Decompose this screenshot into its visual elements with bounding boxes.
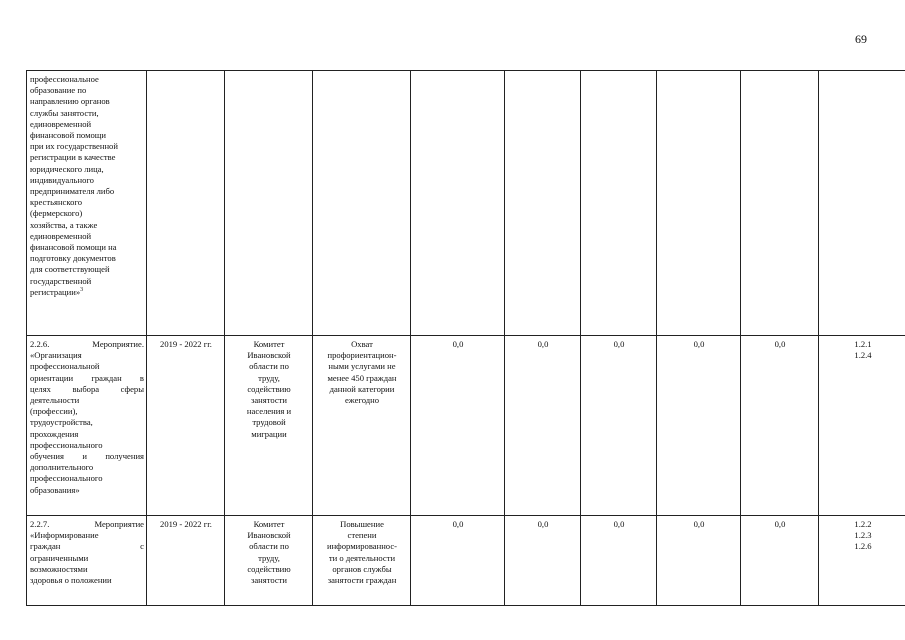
measure-name-line: крестьянского bbox=[30, 197, 82, 208]
funding-value-cell bbox=[657, 71, 741, 336]
measure-name-line: предпринимателя либо bbox=[30, 186, 115, 197]
funding-value-cell bbox=[741, 71, 819, 336]
funding-value-cell bbox=[581, 71, 657, 336]
footnote-marker: 3 bbox=[80, 287, 84, 293]
executor-line: миграции bbox=[251, 428, 287, 439]
measure-name-line: профессионального bbox=[30, 473, 103, 484]
measure-name-line: единовременной bbox=[30, 230, 92, 241]
measure-name-line: трудоустройства, bbox=[30, 417, 93, 428]
measure-name-line: хозяйства, а также bbox=[30, 219, 98, 230]
indicator-codes-cell bbox=[819, 336, 905, 516]
measure-name-line: возможностями bbox=[30, 563, 88, 574]
measure-name-line: для соответствующей bbox=[30, 264, 110, 275]
measure-name-line: регистрации» bbox=[30, 286, 81, 297]
funding-value-cell: 0,0 bbox=[505, 336, 581, 516]
executor-line: трудовой bbox=[252, 417, 286, 428]
funding-value-cell: 0,0 bbox=[741, 516, 819, 606]
executor-line: населения и bbox=[246, 406, 292, 417]
indicator-codes-cell bbox=[819, 71, 905, 336]
funding-value-cell: 0,0 bbox=[581, 336, 657, 516]
executor-line: Ивановской bbox=[247, 530, 291, 541]
executor-cell bbox=[225, 336, 313, 516]
measure-name-line: финансовой помощи на bbox=[30, 242, 117, 253]
executor-cell bbox=[225, 71, 313, 336]
executor-line: труду, bbox=[258, 552, 280, 563]
expected-result-cell bbox=[313, 516, 411, 606]
measure-name-line: здоровья о положении bbox=[30, 575, 112, 586]
indicator-code: 1.2.6 bbox=[854, 541, 872, 552]
measure-name-line: прохождения bbox=[30, 428, 79, 439]
measure-name-line: единовременной bbox=[30, 118, 92, 129]
measure-name-line: ограниченными bbox=[30, 552, 89, 563]
expected-result-line: данной категории bbox=[329, 383, 395, 394]
measure-name-line: деятельности bbox=[30, 395, 80, 406]
measure-name-cell bbox=[27, 516, 147, 606]
measure-name-line: 2.2.6. Мероприятие. bbox=[30, 339, 144, 349]
table-row bbox=[27, 71, 905, 336]
executor-line: труду, bbox=[258, 372, 280, 383]
expected-result-line: органов службы bbox=[332, 563, 392, 574]
measure-name-cell bbox=[27, 336, 147, 516]
indicator-codes-cell bbox=[819, 516, 905, 606]
measures-table bbox=[26, 70, 905, 606]
executor-line: занятости bbox=[250, 575, 288, 586]
expected-result-line: занятости граждан bbox=[327, 575, 397, 586]
measure-name-line: индивидуального bbox=[30, 174, 94, 185]
executor-line: Ивановской bbox=[247, 350, 291, 361]
expected-result-line: Повышение bbox=[340, 519, 384, 529]
measure-name-line: подготовку документов bbox=[30, 253, 116, 264]
table-body bbox=[27, 71, 905, 606]
period-cell bbox=[147, 71, 225, 336]
expected-result-line: ти о деятельности bbox=[328, 552, 396, 563]
measure-name-line: обучения и получения bbox=[30, 451, 144, 462]
indicator-code: 1.2.3 bbox=[854, 530, 872, 541]
expected-result-line: информированнос- bbox=[326, 541, 397, 552]
measure-name-line: направлению органов bbox=[30, 96, 110, 107]
indicator-code: 1.2.4 bbox=[854, 350, 872, 361]
funding-value-cell: 0,0 bbox=[657, 336, 741, 516]
measure-name-line: профессионального bbox=[30, 439, 103, 450]
indicator-code: 1.2.2 bbox=[854, 519, 872, 529]
measure-name-line: целях выбора сферы bbox=[30, 383, 144, 394]
executor-line: области по bbox=[249, 541, 289, 552]
indicator-code: 1.2.1 bbox=[854, 339, 872, 349]
expected-result-line: менее 450 граждан bbox=[327, 372, 397, 383]
measure-name-line: 2.2.7. Мероприятие bbox=[30, 519, 144, 529]
measure-name-line: регистрации в качестве bbox=[30, 152, 116, 163]
funding-value-cell: 0,0 bbox=[505, 516, 581, 606]
executor-line: Комитет bbox=[253, 519, 285, 529]
table-row bbox=[27, 336, 905, 516]
measure-name-line: граждан с bbox=[30, 541, 144, 552]
funding-value-cell bbox=[505, 71, 581, 336]
measure-name-line: при их государственной bbox=[30, 141, 118, 152]
measure-name-line: образования» bbox=[30, 484, 80, 495]
measure-name-line: ориентации граждан в bbox=[30, 372, 144, 383]
measure-name-line: юридического лица, bbox=[30, 163, 104, 174]
expected-result-line: профориентацион- bbox=[327, 350, 397, 361]
measure-name-line: «Организация bbox=[30, 350, 82, 361]
measure-name-line: профессиональной bbox=[30, 361, 100, 372]
funding-value-cell bbox=[411, 71, 505, 336]
period-cell: 2019 - 2022 гг. bbox=[147, 336, 225, 516]
executor-line: содействию bbox=[247, 383, 291, 394]
funding-value-cell: 0,0 bbox=[741, 336, 819, 516]
executor-line: Комитет bbox=[253, 339, 285, 349]
expected-result-line: степени bbox=[347, 530, 377, 541]
expected-result-cell bbox=[313, 71, 411, 336]
measure-name-line: государственной bbox=[30, 275, 92, 286]
funding-value-cell: 0,0 bbox=[581, 516, 657, 606]
table-row bbox=[27, 516, 905, 606]
measure-name-line: (фермерского) bbox=[30, 208, 83, 219]
executor-line: содействию bbox=[247, 563, 291, 574]
page-number: 69 bbox=[855, 32, 867, 46]
funding-value-cell: 0,0 bbox=[411, 336, 505, 516]
expected-result-cell bbox=[313, 336, 411, 516]
expected-result-line: Охват bbox=[351, 339, 373, 349]
expected-result-line: ными услугами не bbox=[328, 361, 396, 372]
executor-line: занятости bbox=[250, 395, 288, 406]
measure-name-line: образование по bbox=[30, 85, 87, 96]
period-cell: 2019 - 2022 гг. bbox=[147, 516, 225, 606]
measure-name-cell bbox=[27, 71, 147, 336]
funding-value-cell: 0,0 bbox=[411, 516, 505, 606]
measure-name-line: службы занятости, bbox=[30, 107, 99, 118]
executor-cell bbox=[225, 516, 313, 606]
measure-name-line: (профессии), bbox=[30, 406, 78, 417]
funding-value-cell: 0,0 bbox=[657, 516, 741, 606]
expected-result-line: ежегодно bbox=[344, 395, 380, 406]
measure-name-line: профессиональное bbox=[30, 74, 99, 84]
executor-line: области по bbox=[249, 361, 289, 372]
measure-name-line: дополнительного bbox=[30, 462, 94, 473]
measure-name-line: финансовой помощи bbox=[30, 130, 107, 141]
measure-name-line: «Информирование bbox=[30, 530, 99, 541]
